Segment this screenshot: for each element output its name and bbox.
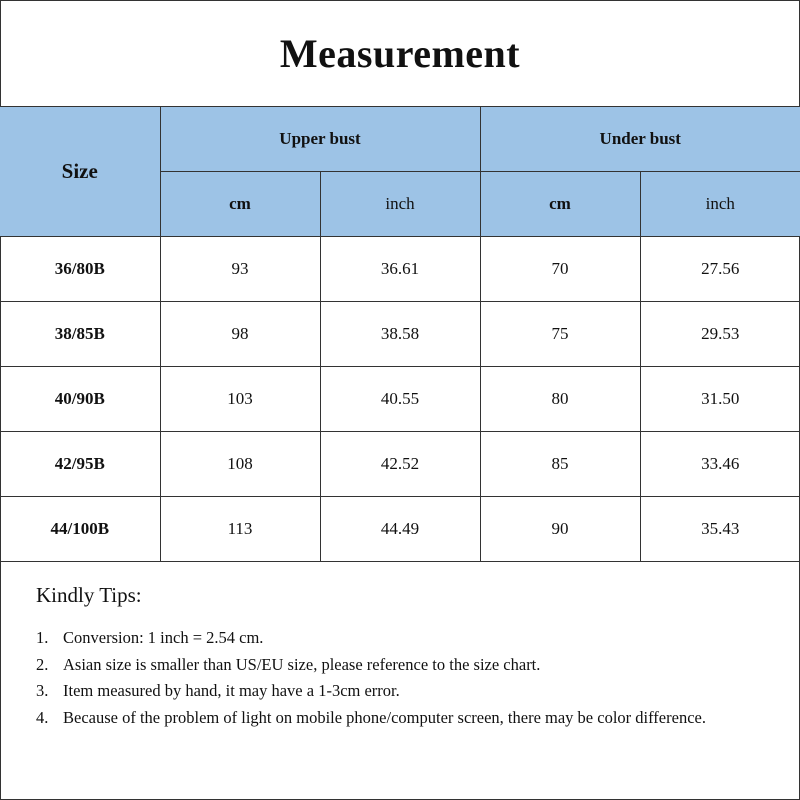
unit-header-cm: cm [160,172,320,237]
size-cell: 40/90B [0,367,160,432]
size-column-header: Size [0,107,160,237]
unit-header-inch: inch [320,172,480,237]
table-row [0,237,800,302]
tip-text: Item measured by hand, it may have a 1-3cm error. [63,681,400,700]
upper-bust-inch-cell: 36.61 [320,237,480,302]
tips-title: Kindly Tips: [36,583,142,607]
under-bust-cm-cell: 70 [480,237,640,302]
size-cell: 42/95B [0,432,160,497]
size-cell: 44/100B [0,497,160,562]
tip-item [36,678,756,705]
under-bust-inch-cell: 33.46 [640,432,800,497]
upper-bust-inch-cell: 42.52 [320,432,480,497]
under-bust-inch-cell: 31.50 [640,367,800,432]
page-title: Measurement [279,30,521,76]
upper-bust-cm-cell: 103 [160,367,320,432]
upper-bust-cm-cell: 93 [160,237,320,302]
size-chart-table [0,106,800,562]
size-cell: 38/85B [0,302,160,367]
tip-number: 3. [36,681,49,700]
tip-text: Conversion: 1 inch = 2.54 cm. [63,628,264,647]
tips-list [36,625,756,731]
tip-number: 2. [36,654,49,674]
table-row [0,367,800,432]
tip-item [36,652,756,679]
table-row [0,432,800,497]
upper-bust-cm-cell: 113 [160,497,320,562]
under-bust-cm-cell: 80 [480,367,640,432]
upper-bust-cm-cell: 108 [160,432,320,497]
kindly-tips-section [36,583,756,731]
upper-bust-inch-cell: 44.49 [320,497,480,562]
upper-bust-header: Upper bust [160,107,480,172]
under-bust-inch-cell: 29.53 [640,302,800,367]
under-bust-inch-cell: 27.56 [640,237,800,302]
tip-item [36,705,756,732]
under-bust-cm-cell: 90 [480,497,640,562]
unit-header-cm: cm [480,172,640,237]
tip-number: 1. [36,628,49,647]
table-header-row [0,107,800,172]
under-bust-header: Under bust [480,107,800,172]
under-bust-inch-cell: 35.43 [640,497,800,562]
tip-text: Asian size is smaller than US/EU size, please reference to the size chart. [63,654,541,674]
table-row [0,302,800,367]
under-bust-cm-cell: 75 [480,302,640,367]
upper-bust-inch-cell: 38.58 [320,302,480,367]
tip-text: Because of the problem of light on mobile phone/computer screen, there may be color difference. [63,707,706,727]
upper-bust-cm-cell: 98 [160,302,320,367]
unit-header-inch: inch [640,172,800,237]
tip-item [36,625,756,652]
upper-bust-inch-cell: 40.55 [320,367,480,432]
table-row [0,497,800,562]
tip-number: 4. [36,707,49,727]
size-cell: 36/80B [0,237,160,302]
under-bust-cm-cell: 85 [480,432,640,497]
